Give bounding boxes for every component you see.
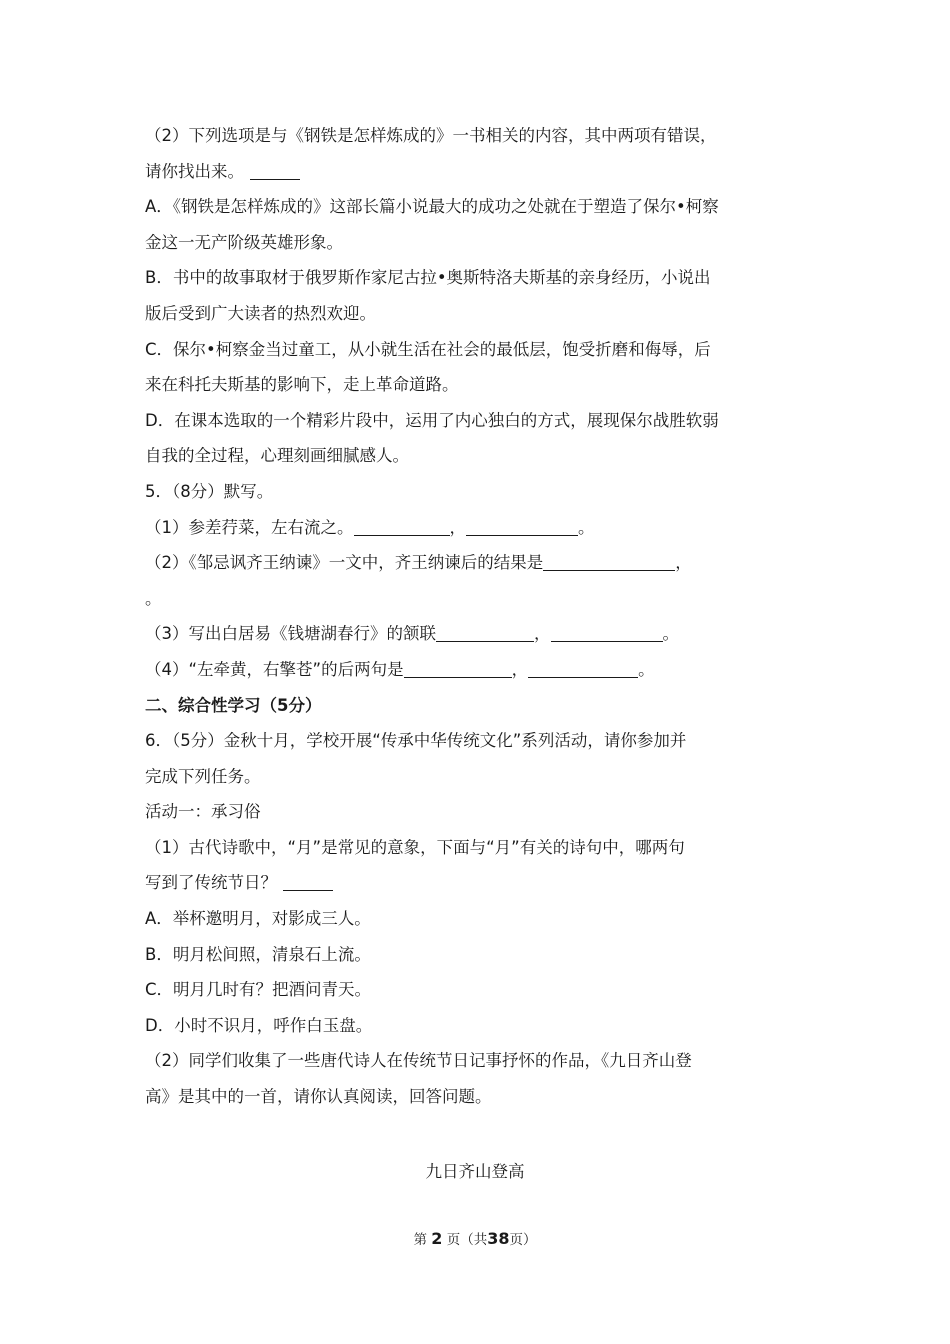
- answer-blank: [354, 517, 450, 536]
- text-line: 版后受到广大读者的热烈欢迎。: [145, 303, 376, 323]
- question-heading: 6．（5分）金秋十月，学校开展“传承中华传统文化”系列活动，请你参加并: [145, 731, 687, 751]
- text-line: 高》是其中的一首，请你认真阅读，回答问题。: [145, 1087, 492, 1107]
- line-text: （2）《邹忌讽齐王纳谏》一文中，齐王纳谏后的结果是: [145, 553, 544, 573]
- line-text: 写到了传统节日？: [145, 873, 277, 893]
- answer-blank: [551, 623, 663, 642]
- page-number: 2: [431, 1229, 443, 1248]
- answer-blank: [404, 659, 512, 678]
- text-line: C．保尔•柯察金当过童工，从小就生活在社会的最低层，饱受折磨和侮辱，后: [145, 339, 711, 359]
- page-footer: [0, 1225, 950, 1254]
- total-pages: 38: [487, 1229, 510, 1248]
- text-line: [145, 616, 810, 652]
- footer-prefix: 第: [413, 1232, 427, 1248]
- text-line: A．《钢铁是怎样炼成的》这部长篇小说最大的成功之处就在于塑造了保尔•柯察: [145, 197, 719, 217]
- page-content: [145, 118, 810, 1115]
- option-c: C．明月几时有？把酒问青天。: [145, 980, 372, 1000]
- text-line: （2）下列选项是与《钢铁是怎样炼成的》一书相关的内容，其中两项有错误，: [145, 126, 717, 145]
- footer-middle: 页（共: [446, 1232, 488, 1248]
- option-a: A．举杯邀明月，对影成三人。: [145, 909, 371, 929]
- text-line: 来在科托夫斯基的影响下，走上革命道路。: [145, 375, 459, 395]
- text-line: 金这一无产阶级英雄形象。: [145, 232, 343, 252]
- text-line: [145, 865, 810, 901]
- option-b: B．明月松间照，清泉石上流。: [145, 944, 371, 964]
- line-end: 。: [662, 624, 679, 644]
- text-line: 自我的全过程，心理刻画细腻感人。: [145, 446, 409, 466]
- text-line: [145, 545, 810, 581]
- line-text: （1）参差荇菜，左右流之。: [145, 517, 354, 537]
- separator: ，: [511, 659, 529, 679]
- answer-blank: [466, 517, 578, 536]
- section-heading: 二、综合性学习（5分）: [145, 695, 322, 715]
- separator: ，: [534, 624, 551, 644]
- answer-blank: [543, 552, 675, 571]
- text-line: [145, 154, 810, 190]
- line-text: 请你找出来。: [145, 161, 244, 181]
- text-line: （1）古代诗歌中，“月”是常见的意象，下面与“月”有关的诗句中，哪两句: [145, 837, 685, 857]
- footer-suffix: 页）: [509, 1232, 537, 1248]
- question-heading: 5．（8分）默写。: [145, 481, 274, 501]
- separator: ，: [449, 517, 466, 537]
- line-text: （4）“左牵黄，右擎苍”的后两句是: [145, 659, 404, 679]
- text-line: 完成下列任务。: [145, 766, 261, 786]
- separator: ，: [675, 553, 692, 573]
- line-text: （3）写出白居易《钱塘湖春行》的颔联: [145, 624, 436, 644]
- line-end: 。: [578, 517, 595, 537]
- text-line: [145, 510, 810, 546]
- text-line: 。: [145, 588, 162, 608]
- answer-blank: [528, 659, 638, 678]
- text-line: （2）同学们收集了一些唐代诗人在传统节日记事抒怀的作品，《九日齐山登: [145, 1051, 692, 1071]
- option-d: D．小时不识月，呼作白玉盘。: [145, 1015, 373, 1035]
- line-end: 。: [638, 659, 655, 679]
- text-line: 活动一：承习俗: [145, 802, 261, 822]
- answer-blank: [250, 161, 300, 180]
- answer-blank: [283, 872, 333, 891]
- text-line: B．书中的故事取材于俄罗斯作家尼古拉•奥斯特洛夫斯基的亲身经历，小说出: [145, 268, 711, 288]
- text-line: D．在课本选取的一个精彩片段中，运用了内心独白的方式，展现保尔战胜软弱: [145, 410, 719, 430]
- text-line: [145, 652, 810, 688]
- answer-blank: [436, 623, 534, 642]
- poem-title: 九日齐山登高: [425, 1162, 525, 1181]
